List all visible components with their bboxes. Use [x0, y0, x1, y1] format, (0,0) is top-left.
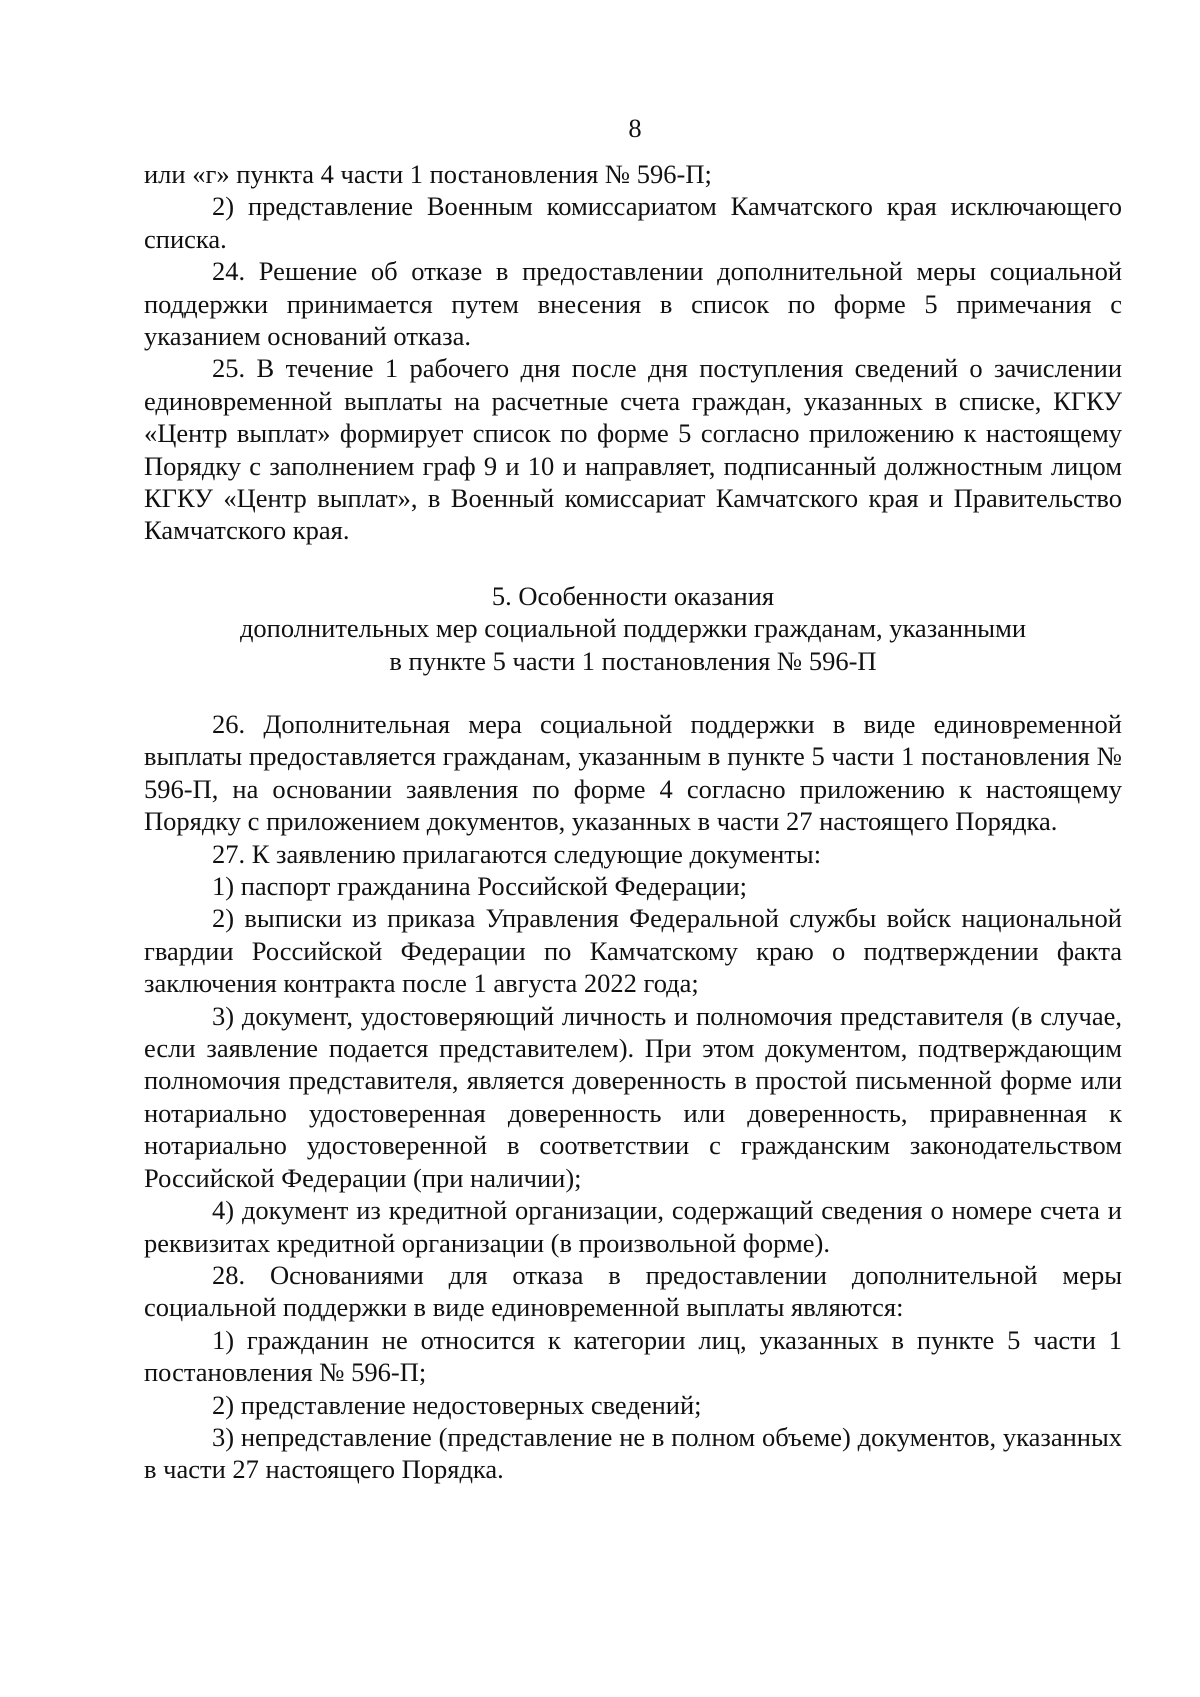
section-heading-line-2: дополнительных мер социальной поддержки гражданам, указанными: [239, 613, 1027, 644]
paragraph-continuation: или «г» пункта 4 части 1 постановления № 596-П;: [144, 159, 712, 189]
paragraph-item-2: 2) представление Военным комиссариатом Камчатского края исключающего списка.: [144, 191, 1122, 254]
paragraph-25: 25. В течение 1 рабочего дня после дня поступления сведений о зачислении единовременной выплаты на расчетные счета граждан, указанных в списке, КГКУ «Центр выплат» формирует список по форме 5 согласно приложению к настоящему Порядку с заполнением граф 9 и 10 и направляет, подписанный должностным лицом КГКУ «Центр выплат», в Военный комиссариат Камчатского края и Правительство Камчатского края.: [144, 353, 1122, 546]
section-heading-line-3: в пункте 5 части 1 постановления № 596-П: [389, 645, 877, 676]
page-number: [0, 112, 1200, 144]
paragraph-28: 28. Основаниями для отказа в предоставлении дополнительной меры социальной поддержки в виде единовременной выплаты являются:: [144, 1259, 1122, 1323]
paragraph-28-item-1: 1) гражданин не относится к категории лиц, указанных в пункте 5 части 1 постановления № 596-П;: [144, 1324, 1122, 1388]
paragraph-28-item-3: 3) непредставление (представление не в полном объеме) документов, указанных в части 27 настоящего Порядка.: [144, 1421, 1122, 1485]
paragraph-28-item-2: 2) представление недостоверных сведений;: [212, 1389, 702, 1420]
section-heading: [144, 580, 1122, 677]
paragraph-26: 26. Дополнительная мера социальной поддержки в виде единовременной выплаты предоставляется гражданам, указанным в пункте 5 части 1 постановления № 596-П, на основании заявления по форме 4 согласно приложению к настоящему Порядку с приложением документов, указанных в части 27 настоящего Порядка.: [144, 709, 1122, 837]
paragraph-27: 27. К заявлению прилагаются следующие документы:: [212, 838, 822, 869]
page-number-text: 8: [628, 113, 642, 143]
paragraph-27-item-2: 2) выписки из приказа Управления Федеральной службы войск национальной гвардии Российской Федерации по Камчатскому краю о подтверждении факта заключения контракта после 1 августа 2022 года;: [144, 903, 1122, 999]
paragraph-24: 24. Решение об отказе в предоставлении дополнительной меры социальной поддержки принимается путем внесения в список по форме 5 примечания с указанием оснований отказа.: [144, 256, 1122, 352]
section-heading-line-1: 5. Особенности оказания: [491, 581, 775, 611]
paragraph-27-item-1: 1) паспорт гражданина Российской Федерации;: [212, 871, 748, 902]
paragraph-27-item-4: 4) документ из кредитной организации, содержащий сведения о номере счета и реквизитах кредитной организации (в произвольной форме).: [144, 1195, 1122, 1258]
top-text-block: [144, 158, 1122, 547]
bottom-text-block: [144, 708, 1122, 1486]
paragraph-27-item-3: 3) документ, удостоверяющий личность и полномочия представителя (в случае, если заявление подается представителем). При этом документом, подтверждающим полномочия представителя, является доверенность в простой письменной форме или нотариально удостоверенная доверенность или доверенность, приравненная к нотариально удостоверенной в соответствии с гражданским законодательством Российской Федерации (при наличии);: [144, 1000, 1122, 1193]
